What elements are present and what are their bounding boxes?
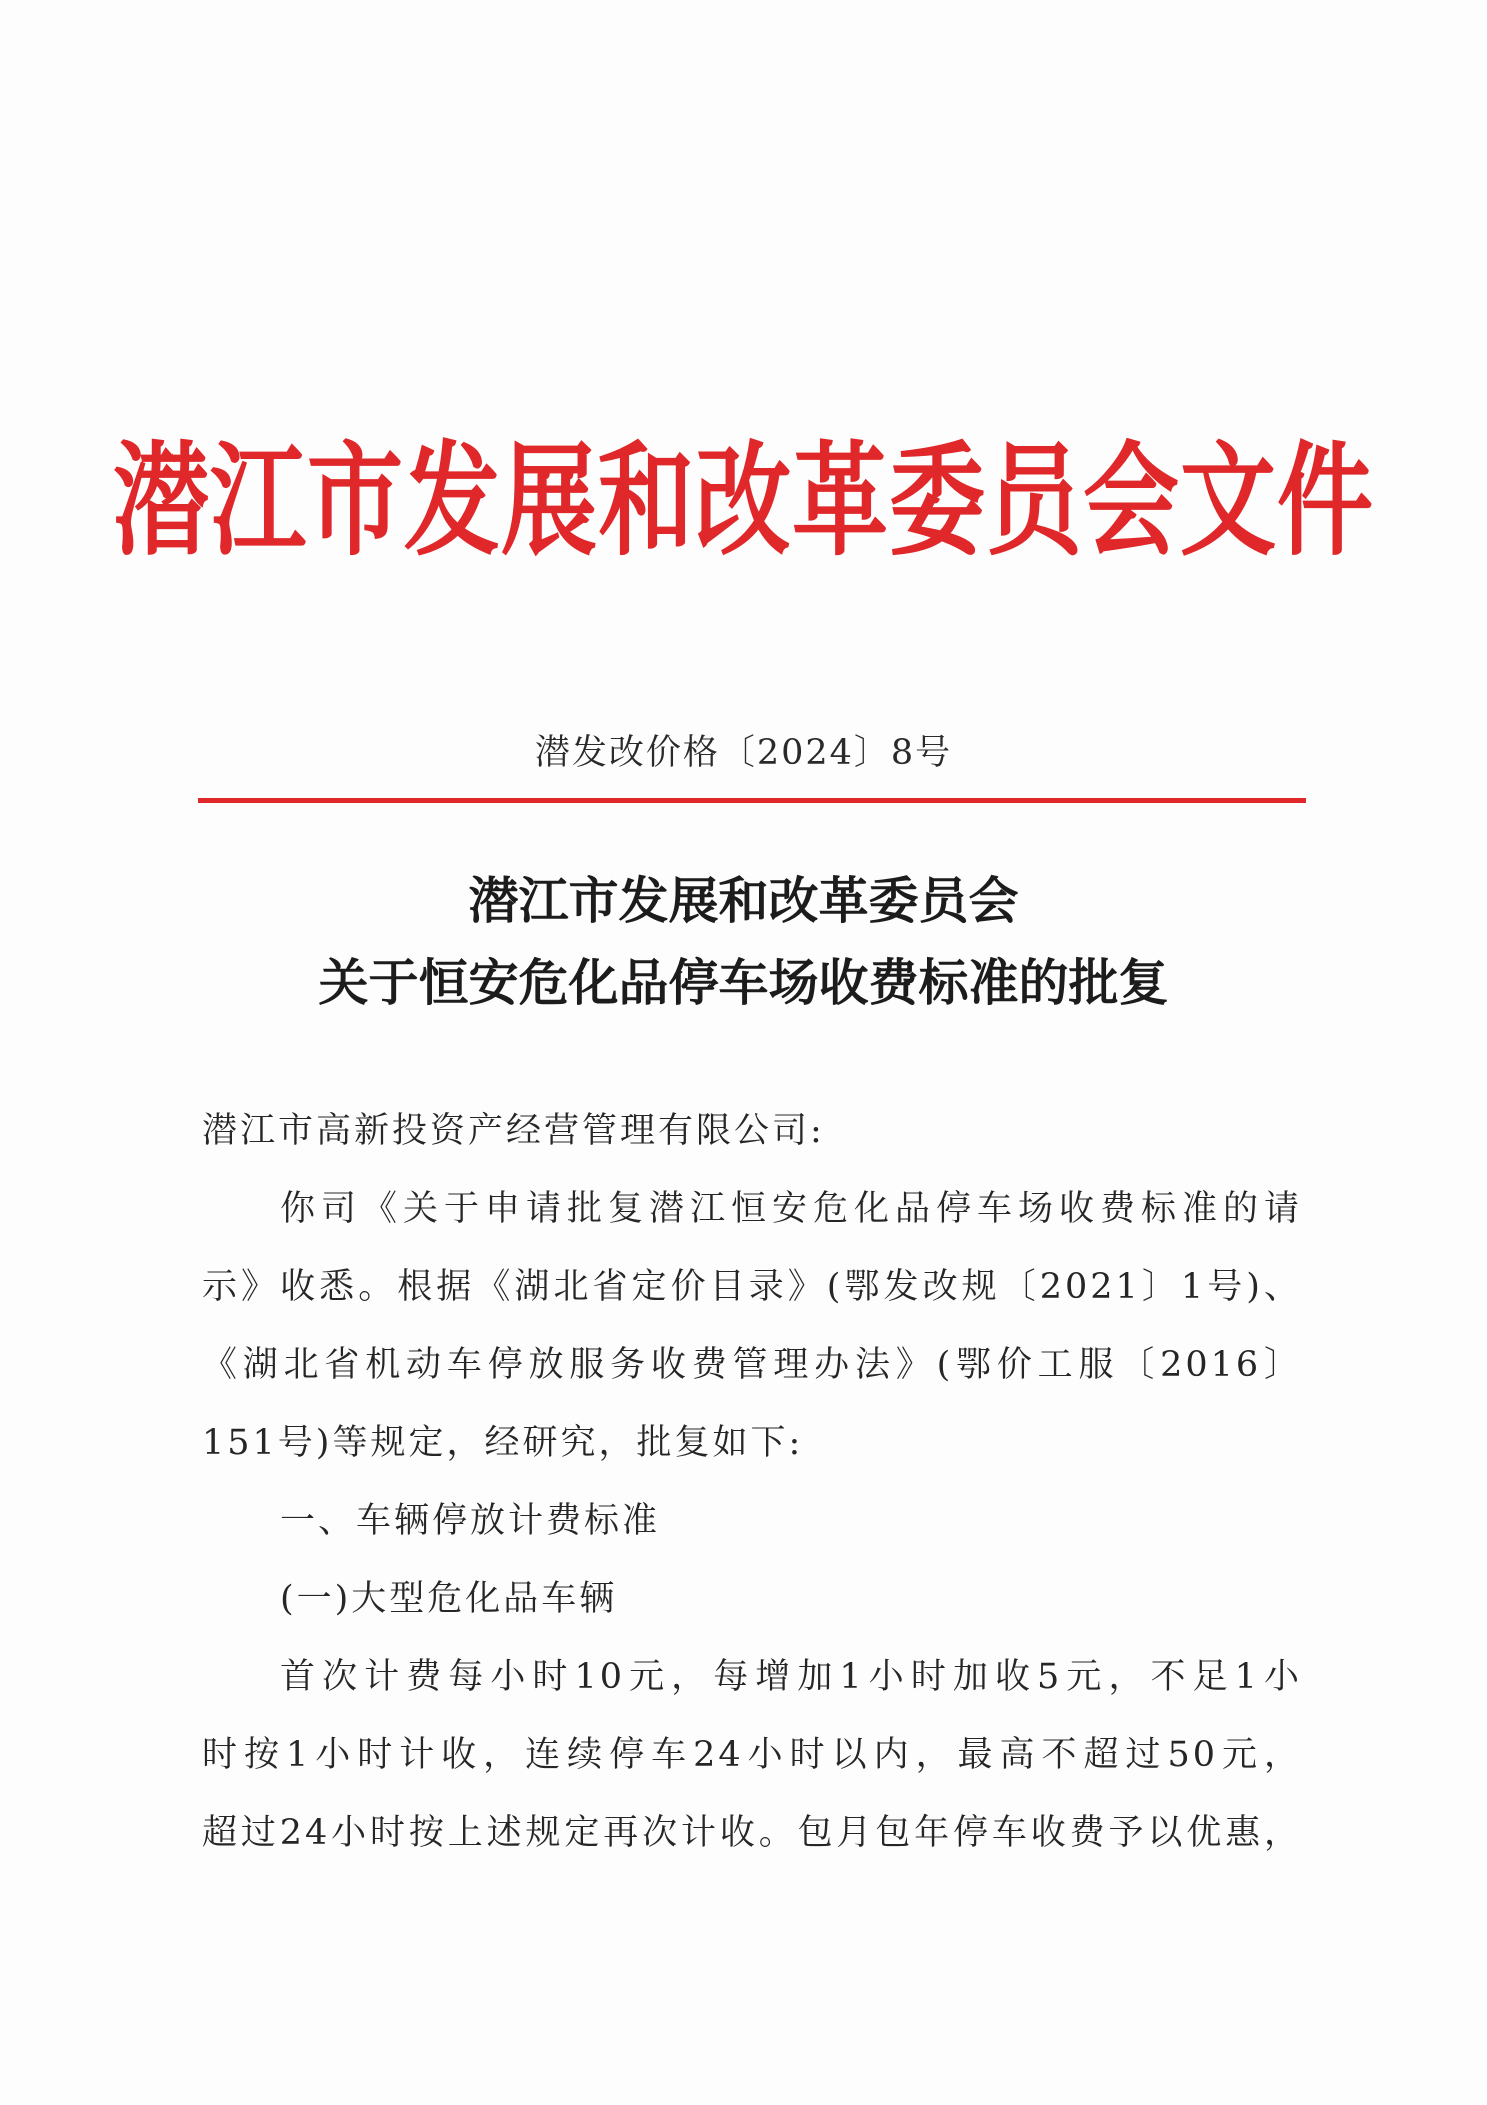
paragraph-2-line-2: 时按1小时计收，连续停车24小时以内，最高不超过50元， [202, 1735, 1302, 1775]
paragraph-1-line-4: 151号)等规定，经研究，批复如下: [202, 1423, 804, 1463]
paragraph-1-line-2: 示》收悉。根据《湖北省定价目录》(鄂发改规〔2021〕1号)、 [202, 1267, 1302, 1307]
document-title-line-1: 潜江市发展和改革委员会 [468, 871, 1019, 930]
paragraph-2-line-1: 首次计费每小时10元，每增加1小时加收5元，不足1小 [280, 1657, 1302, 1697]
subsection-1-heading: (一)大型危化品车辆 [280, 1579, 618, 1619]
issuer-red-header: 潜江市发展和改革委员会文件 [113, 429, 1374, 573]
document-title-line-2: 关于恒安危化品停车场收费标准的批复 [318, 953, 1169, 1012]
document-number: 潜发改价格〔2024〕8号 [534, 733, 953, 773]
paragraph-1-line-3: 《湖北省机动车停放服务收费管理办法》(鄂价工服〔2016〕 [202, 1345, 1302, 1385]
addressee: 潜江市高新投资产经营管理有限公司: [202, 1111, 825, 1151]
paragraph-2-line-3: 超过24小时按上述规定再次计收。包月包年停车收费予以优惠， [202, 1813, 1302, 1853]
section-1-heading: 一、车辆停放计费标准 [280, 1501, 661, 1541]
red-separator-line [198, 798, 1306, 803]
paragraph-1-line-1: 你司《关于申请批复潜江恒安危化品停车场收费标准的请 [280, 1189, 1302, 1229]
